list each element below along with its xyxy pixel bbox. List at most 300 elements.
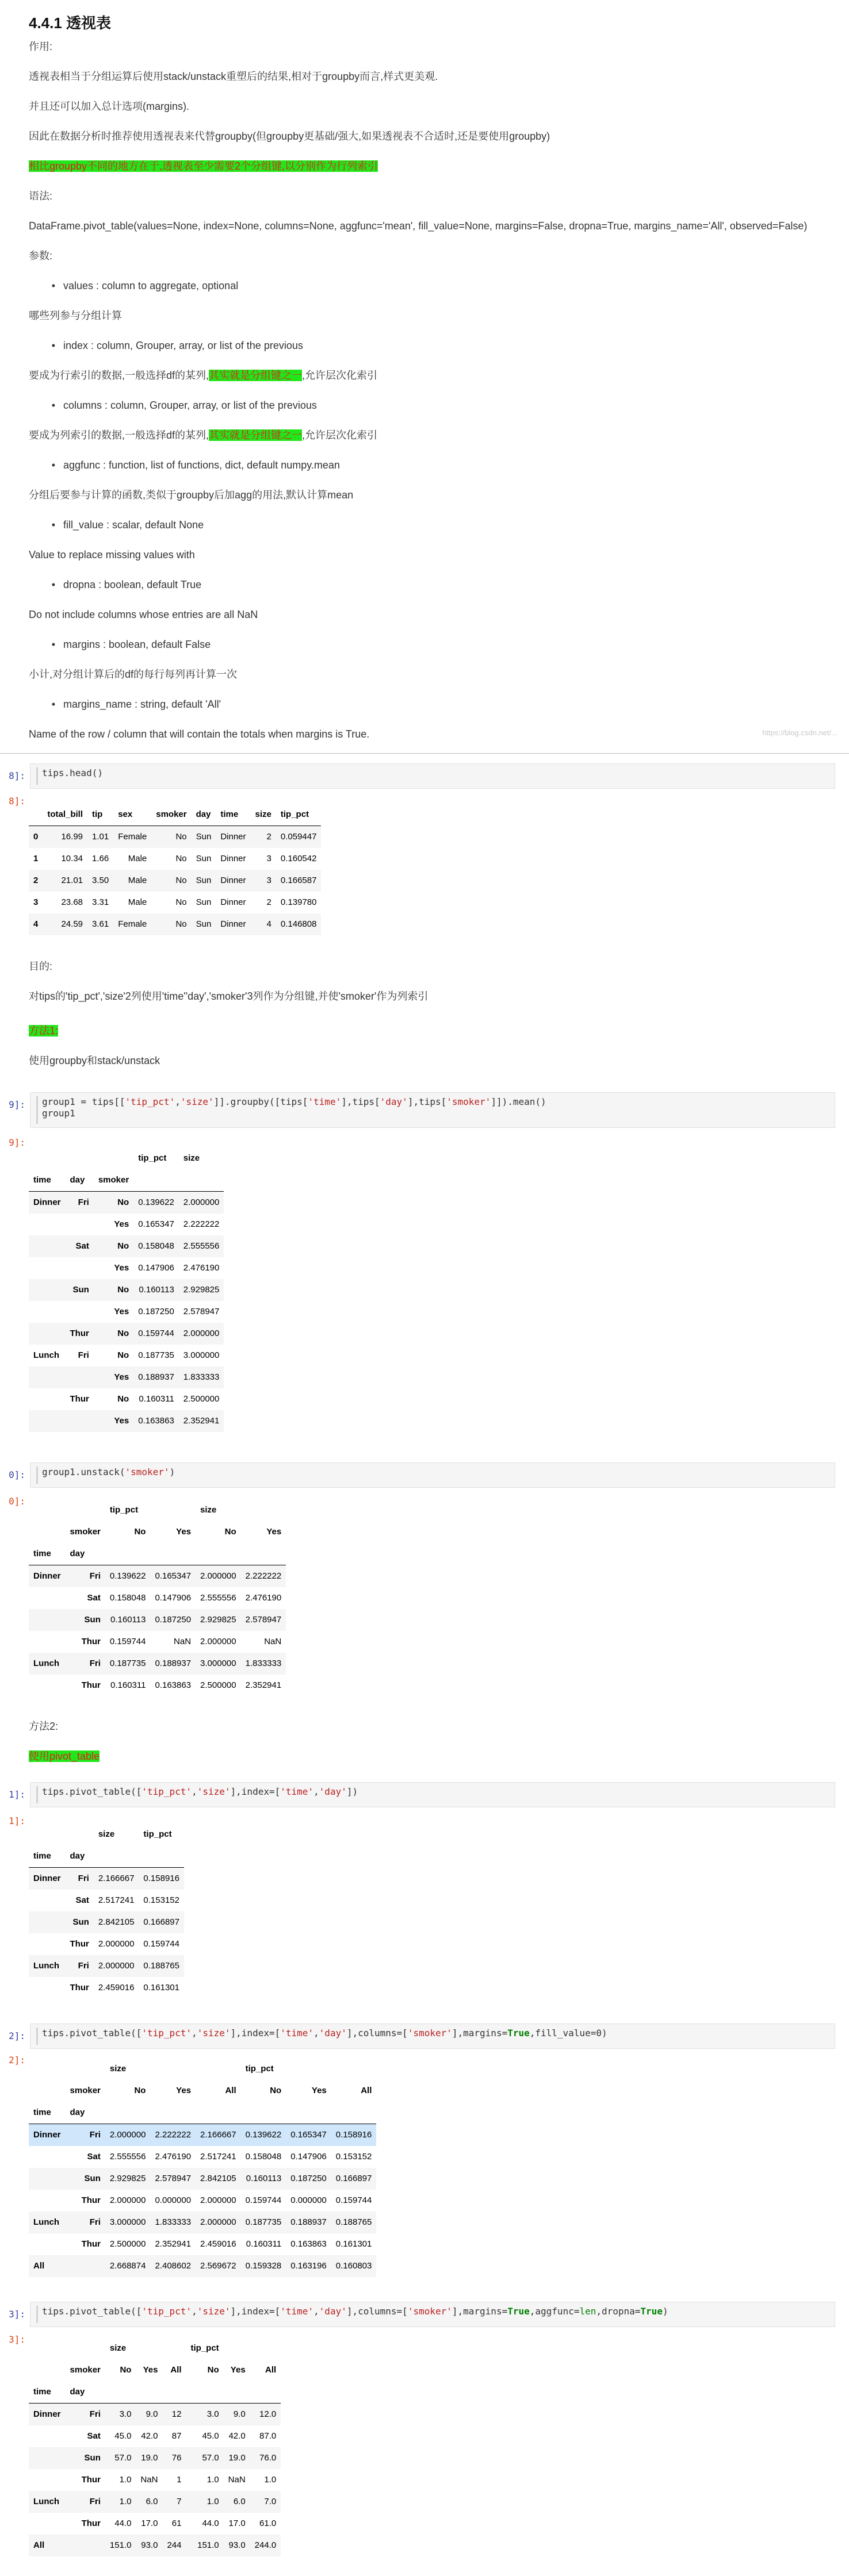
index-header-cell: day [66,1169,94,1192]
index-header-cell [66,1823,94,1845]
row-index-cell: Dinner [33,1197,61,1207]
param-desc-margins: 小计,对分组计算后的df的每行每列再计算一次 [29,669,238,680]
value-cell: No [175,854,187,863]
index-header-cell: time [29,1845,66,1868]
value-cell: 0.188765 [335,2217,372,2227]
row-index-cell: Thur [81,1637,101,1646]
value-cell: 2.408602 [155,2261,192,2271]
row-index-cell: Fri [78,1197,89,1207]
row-index-cell [29,2190,66,2212]
value-cell: 0.163196 [290,2261,327,2271]
value-cell: Dinner [220,919,246,929]
in-prompt: 1]: [9,1789,25,1800]
value-cell: 0.163863 [290,2239,327,2249]
value-cell: 0.159744 [245,2195,282,2205]
row-index-cell: Sat [87,2152,101,2162]
intro-line-0: 作用: [29,41,53,52]
value-cell: 93.0 [141,2540,158,2550]
value-cell: 0.059447 [280,832,317,842]
value-cell: 0.139622 [138,1197,174,1207]
row-index-cell: Thur [81,1680,101,1690]
value-cell: 21.01 [61,876,83,885]
row-index-cell: Thur [81,2239,101,2249]
column-header-cell [241,1499,286,1521]
method2-label: 方法2: [29,1721,59,1732]
table-row [29,2447,281,2469]
row-index-cell: Dinner [33,2409,61,2419]
value-cell: 2.459016 [98,1983,135,1993]
table-row [29,1933,184,1955]
value-cell: 87 [171,2431,182,2441]
code-cell-head[interactable]: tips.head() [30,763,835,789]
index-header-cell [29,1499,66,1521]
table-row [29,2491,281,2513]
column-header-cell: day [192,804,216,826]
value-cell: 0.188937 [290,2217,327,2227]
row-index-cell: Fri [89,1659,101,1668]
value-cell: 0.160311 [246,2239,282,2249]
out-prompt: 8]: [9,796,25,807]
column-header-cell: time [216,804,250,826]
value-cell: 2.000000 [98,1939,135,1949]
value-cell: 0.153152 [335,2152,372,2162]
value-cell: 2.352941 [155,2239,192,2249]
row-index-cell: All [33,2261,45,2271]
in-prompt: 9]: [9,1099,25,1110]
value-cell: 0.187735 [245,2217,282,2227]
row-index-cell [29,1214,66,1235]
value-cell: 2.222222 [155,2130,192,2140]
value-cell: 0.139622 [109,1571,146,1581]
param-bullet-fill-value: • fill_value : scalar, default None [51,519,204,531]
column-header-cell [136,2337,162,2359]
row-index-cell [29,1890,66,1911]
value-cell: 244.0 [254,2540,277,2550]
value-cell: 2.500000 [109,2239,146,2249]
value-cell: Dinner [220,832,246,842]
goal-label: 目的: [29,961,53,972]
column-header-cell: No [207,2365,219,2375]
value-cell: 0.165347 [290,2130,327,2140]
row-index-cell [29,1257,66,1279]
value-cell: 2.000000 [109,2130,146,2140]
table-row [29,1388,224,1410]
method2-highlight: 使用pivot_table [29,1750,100,1762]
table-row [29,1366,224,1388]
cell-divider [0,753,849,754]
value-cell: 0.158916 [143,1874,179,1883]
value-cell: 3.000000 [183,1350,220,1360]
row-index-cell [66,2255,105,2277]
value-cell: 2.929825 [109,2174,146,2183]
value-cell: 0.187250 [155,1615,192,1625]
out-prompt: 0]: [9,1496,25,1507]
column-header-cell: tip_pct [109,1505,139,1515]
column-header-cell: size [109,2343,127,2353]
out-prompt: 3]: [9,2334,25,2345]
in-prompt: 3]: [9,2309,25,2320]
column-header-cell [179,1169,224,1192]
column-header-cell: size [98,1829,115,1839]
method1-label: 方法1: [29,1025,59,1036]
dataframe-group1 [29,1147,224,1432]
column-header-cell: All [225,2086,236,2095]
value-cell: 0.000000 [155,2195,192,2205]
row-index-cell [29,2469,66,2491]
code-cell-pivot3[interactable]: tips.pivot_table(['tip_pct','size'],index=['time','day'],columns=['smoker'],margins=True,aggfunc=len,dropna=True) [30,2302,835,2327]
header-row [29,1543,286,1565]
value-cell: 3.000000 [200,1659,236,1668]
value-cell: 1.66 [92,854,109,863]
column-header-cell: size [183,1153,200,1163]
row-index-cell: Sun [72,1917,89,1927]
index-header-cell: time [29,1543,66,1565]
value-cell: Sun [196,897,212,907]
row-index-cell [29,1366,66,1388]
value-cell: 0.161301 [143,1983,179,1993]
row-index-cell: No [117,1394,129,1404]
value-cell: 9.0 [233,2409,246,2419]
table-row [29,1911,184,1933]
index-header-cell [29,1823,66,1845]
column-header-cell [94,1845,139,1868]
row-index-cell [66,1301,94,1323]
value-cell: 17.0 [228,2519,246,2528]
intro-line-3: 因此在数据分析时推荐使用透视表来代替groupby(但groupby更基础/强大,如果透视表不合适时,还是要使用groupby) [29,130,550,142]
value-cell: 3.0 [206,2409,219,2419]
row-index-cell [66,1257,94,1279]
column-header-cell [241,2102,286,2124]
header-row [29,2058,376,2080]
value-cell: 2.476190 [155,2152,192,2162]
header-row [29,2102,376,2124]
value-cell: No [175,919,187,929]
index-header-cell [29,2058,66,2080]
row-index-cell [29,1631,66,1653]
row-index-cell [29,1933,66,1955]
column-header-cell [241,1543,286,1565]
column-header-cell: size [109,2064,127,2074]
value-cell: 1.0 [206,2475,219,2485]
row-index-cell [66,1410,94,1432]
column-header-cell [286,2102,331,2124]
column-header-cell: tip_pct [190,2343,219,2353]
value-cell: 12 [171,2409,182,2419]
column-header-cell: total_bill [43,804,87,826]
table-row [29,2425,281,2447]
intro-line-1: 透视表相当于分组运算后使用stack/unstack重塑后的结果,相对于groupby而言,样式更美观. [29,71,438,82]
column-header-cell: No [134,2086,146,2095]
value-cell: 2.578947 [245,1615,282,1625]
table-row [29,2233,376,2255]
value-cell: 2.476190 [183,1263,220,1273]
row-index-cell [29,1410,66,1432]
row-index-cell: 4 [33,919,39,929]
row-index-cell: Fri [89,2409,101,2419]
index-header-cell: day [66,1543,105,1565]
value-cell: 2.929825 [183,1285,220,1295]
column-header-cell [105,1543,151,1565]
index-header-cell: time [29,1169,66,1192]
table-row [29,1214,224,1235]
index-header-cell: smoker [70,1527,101,1537]
value-cell: 2.500000 [200,1680,236,1690]
value-cell: 0.161301 [335,2239,372,2249]
row-index-cell: No [117,1285,129,1295]
value-cell: 2.842105 [98,1917,135,1927]
value-cell: 2.000000 [183,1329,220,1338]
column-header-cell [133,1169,179,1192]
row-index-cell: Yes [114,1416,129,1426]
row-index-cell: Sat [87,2431,101,2441]
in-prompt: 0]: [9,1469,25,1480]
param-bullet-index: • index : column, Grouper, array, or list of the previous [51,340,303,351]
value-cell: 0.159744 [109,1637,146,1646]
table-row [29,870,321,892]
param-bullet-columns: • columns : column, Grouper, array, or list of the previous [51,400,317,411]
table-row [29,892,321,913]
param-desc-dropna: Do not include columns whose entries are all NaN [29,609,258,620]
table-row [29,913,321,935]
code-cell-groupby[interactable]: group1 = tips[['tip_pct','size']].groupby([tips['time'],tips['day'],tips['smoker']]).mean() group1 [30,1092,835,1128]
row-index-cell [29,1977,66,1999]
value-cell: 0.166587 [280,876,317,885]
column-header-cell [286,2058,331,2080]
value-cell: 76.0 [259,2453,277,2463]
value-cell: 12.0 [259,2409,277,2419]
intro-line-2: 并且还可以加入总计选项(margins). [29,101,190,112]
value-cell: 61.0 [259,2519,277,2528]
row-index-cell: Sun [84,2453,101,2463]
index-header-cell: day [66,2102,105,2124]
header-row [29,1147,224,1169]
row-index-cell: All [33,2540,45,2550]
column-header-cell [105,2102,151,2124]
value-cell: 2.578947 [155,2174,192,2183]
highlight-line: 相比groupby不同的地方在于,透视表至少需要2个分组键,以分别作为行列索引 [29,160,378,172]
value-cell: 3.31 [92,897,109,907]
value-cell: 42.0 [141,2431,158,2441]
value-cell: 2.000000 [183,1197,220,1207]
column-header-cell: No [270,2086,282,2095]
header-row [29,1169,224,1192]
row-index-cell: Yes [114,1219,129,1229]
value-cell: 151.0 [109,2540,132,2550]
value-cell: Male [128,876,147,885]
table-row [29,2146,376,2168]
value-cell: 0.159744 [335,2195,372,2205]
row-index-cell [29,1323,66,1345]
value-cell: 44.0 [202,2519,219,2528]
value-cell: 3 [266,854,271,863]
value-cell: 1.833333 [183,1372,220,1382]
syntax-label: 语法: [29,190,53,202]
param-bullet-margins-name: • margins_name : string, default 'All' [51,698,221,710]
value-cell: Female [118,832,147,842]
value-cell: 3.50 [92,876,109,885]
index-header-cell: smoker [70,2365,101,2375]
table-row [29,2255,376,2277]
row-index-cell: Thur [70,1394,89,1404]
row-index-cell: 0 [33,832,39,842]
row-index-cell: Lunch [33,1659,59,1668]
value-cell: 0.187250 [290,2174,327,2183]
column-header-cell [162,2337,186,2359]
row-index-cell: 1 [33,854,39,863]
index-header-cell: day [66,2381,105,2404]
row-index-cell: Yes [114,1307,129,1316]
table-row [29,1235,224,1257]
param-bullet-values: • values : column to aggregate, optional [51,280,239,291]
row-index-cell: Fri [78,1350,89,1360]
value-cell: 2.000000 [200,2195,236,2205]
table-row [29,2168,376,2190]
index-header-cell: time [29,2102,66,2124]
value-cell: NaN [140,2475,158,2485]
value-cell: 1.0 [206,2497,219,2506]
table-row [29,1955,184,1977]
value-cell: 0.147906 [290,2152,327,2162]
value-cell: 0.160311 [110,1680,146,1690]
value-cell: 244 [167,2540,182,2550]
index-header-cell [66,2337,105,2359]
value-cell: 2.352941 [245,1680,282,1690]
table-row [29,2404,281,2426]
value-cell: Female [118,919,147,929]
value-cell: 76 [171,2453,182,2463]
value-cell: Dinner [220,897,246,907]
value-cell: 0.139780 [280,897,317,907]
dataframe-pivot2 [29,2058,376,2277]
value-cell: 0.187735 [109,1659,146,1668]
value-cell: 16.99 [61,832,83,842]
header-row [29,1499,286,1521]
value-cell: 7.0 [264,2497,277,2506]
row-index-cell: Dinner [33,2130,61,2140]
out-prompt: 9]: [9,1137,25,1148]
index-header-cell: smoker [94,1169,133,1192]
index-header-cell [66,1147,94,1169]
table-row [29,1653,286,1675]
row-index-cell [29,1911,66,1933]
row-index-cell: Lunch [33,2217,59,2227]
header-row [29,1823,184,1845]
column-header-cell: Yes [176,2086,192,2095]
value-cell: 2.000000 [98,1961,135,1971]
row-index-cell: Yes [114,1372,129,1382]
value-cell: 0.163863 [155,1680,192,1690]
index-header-cell: time [29,2381,66,2404]
value-cell: 2.668874 [109,2261,146,2271]
table-row [29,1279,224,1301]
column-header-cell: Yes [230,2365,246,2375]
row-index-cell: Fri [89,2217,101,2227]
code-cell-unstack[interactable]: group1.unstack('smoker') [30,1462,835,1488]
value-cell: 0.160542 [280,854,317,863]
header-row [29,804,321,826]
row-index-cell [29,1609,66,1631]
markdown-cell-intro [0,0,849,742]
value-cell: 0.147906 [138,1263,174,1273]
row-index-cell [29,2425,66,2447]
value-cell: 1 [177,2475,182,2485]
value-cell: 0.188937 [138,1372,174,1382]
value-cell: NaN [228,2475,246,2485]
table-row [29,2513,281,2535]
row-index-cell [66,1366,94,1388]
column-header-cell [196,1543,241,1565]
row-index-cell: Lunch [33,2497,59,2506]
row-index-cell: Sat [75,1895,89,1905]
value-cell: 2.000000 [200,1637,236,1646]
column-header-cell: Yes [311,2086,327,2095]
value-cell: Sun [196,919,212,929]
row-index-cell: Lunch [33,1961,59,1971]
table-row [29,1257,224,1279]
value-cell: 57.0 [114,2453,132,2463]
param-desc-aggfunc: 分组后要参与计算的函数,类似于groupby后加agg的用法,默认计算mean [29,489,354,501]
row-index-cell: Sun [84,1615,101,1625]
value-cell: 0.166897 [335,2174,372,2183]
table-row [29,848,321,870]
header-row [29,1521,286,1543]
value-cell: Sun [196,832,212,842]
value-cell: 0.147906 [155,1593,192,1603]
code-cell-pivot2[interactable]: tips.pivot_table(['tip_pct','size'],index=['time','day'],columns=['smoker'],margins=True,fill_value=0) [30,2024,835,2049]
value-cell: 0.165347 [138,1219,174,1229]
index-header-cell: day [66,1845,94,1868]
value-cell: 0.153152 [143,1895,179,1905]
param-desc-index: 要成为行索引的数据,一般选择df的某列,其实就是分组键之一,允许层次化索引 [29,370,378,381]
column-header-cell [250,2337,281,2359]
value-cell: 42.0 [228,2431,246,2441]
dataframe-pivot1 [29,1823,184,1999]
header-row [29,2080,376,2102]
value-cell: 2 [266,832,271,842]
row-index-cell [66,1214,94,1235]
dataframe-unstack [29,1499,286,1696]
row-index-cell: No [117,1197,129,1207]
column-header-cell [150,2058,196,2080]
value-cell: 19.0 [228,2453,246,2463]
out-prompt: 2]: [9,2055,25,2066]
param-desc-margins-name: Name of the row / column that will contain the totals when margins is True. [29,728,370,740]
index-header-cell: smoker [70,2086,101,2095]
code-cell-pivot1[interactable]: tips.pivot_table(['tip_pct','size'],index=['time','day']) [30,1782,835,1807]
row-index-cell: Fri [89,1571,101,1581]
row-index-cell: Sun [84,2174,101,2183]
column-header-cell [105,2381,136,2404]
column-header-cell [162,2381,186,2404]
value-cell: 0.139622 [245,2130,282,2140]
column-header-cell: No [224,1527,236,1537]
value-cell: 1.0 [119,2475,132,2485]
value-cell: 45.0 [202,2431,219,2441]
value-cell: 2.555556 [109,2152,146,2162]
table-row [29,1890,184,1911]
column-header-cell: tip_pct [276,804,322,826]
markdown-cell-method2 [0,1719,849,1764]
row-index-cell [29,2513,66,2535]
value-cell: 2.929825 [200,1615,236,1625]
row-index-cell: Thur [81,2519,101,2528]
row-index-cell: Fri [89,2130,101,2140]
value-cell: No [175,876,187,885]
row-index-cell: Lunch [33,1350,59,1360]
column-header-cell: tip_pct [138,1153,167,1163]
column-header-cell: size [200,1505,217,1515]
value-cell: No [175,832,187,842]
